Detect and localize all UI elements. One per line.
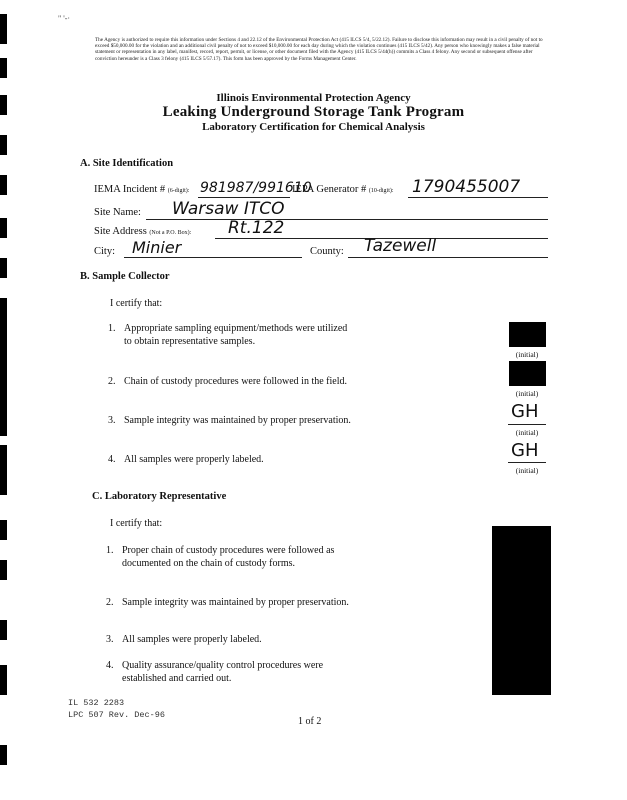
scan-edge-mark bbox=[0, 298, 7, 436]
program-title: Leaking Underground Storage Tank Program bbox=[162, 104, 465, 120]
form-code-2: LPC 507 Rev. Dec-96 bbox=[68, 710, 165, 720]
scan-edge-mark bbox=[0, 14, 7, 44]
city-label: City: bbox=[94, 246, 116, 257]
initial-label: (initial) bbox=[515, 389, 539, 398]
site-name-line bbox=[146, 219, 548, 220]
form-code-1: IL 532 2283 bbox=[68, 698, 125, 708]
initial-field-4[interactable]: GH bbox=[511, 440, 539, 461]
iepa-generator-field[interactable]: 1790455007 bbox=[412, 177, 521, 197]
iepa-field-line bbox=[408, 197, 548, 198]
initial-label: (initial) bbox=[515, 350, 539, 359]
scan-edge-mark bbox=[0, 58, 7, 78]
site-name-field[interactable]: Warsaw ITCO bbox=[172, 199, 285, 219]
list-item: 2. Chain of custody procedures were followed in the field. bbox=[108, 376, 347, 387]
city-line bbox=[124, 257, 302, 258]
county-label: County: bbox=[310, 246, 344, 257]
scan-edge-mark bbox=[0, 258, 7, 278]
redacted-initial-box bbox=[509, 322, 546, 347]
redacted-initials-block bbox=[492, 526, 551, 695]
initial-field-3[interactable]: GH bbox=[511, 401, 539, 422]
certification-title: Laboratory Certification for Chemical Analysis bbox=[202, 121, 425, 133]
scan-edge-mark bbox=[0, 445, 7, 495]
section-c-heading: C. Laboratory Representative bbox=[92, 491, 227, 502]
section-c-certify: I certify that: bbox=[110, 518, 163, 529]
initial-label: (initial) bbox=[515, 466, 539, 475]
initial-label: (initial) bbox=[515, 428, 539, 437]
scan-edge-mark bbox=[0, 218, 7, 238]
site-address-field[interactable]: Rt.122 bbox=[228, 218, 285, 238]
list-item: 1. Proper chain of custody procedures were followed as documented on the chain of custody forms. bbox=[106, 545, 335, 569]
page-number: 1 of 2 bbox=[298, 716, 322, 727]
scan-edge-mark bbox=[0, 665, 7, 695]
agency-name: Illinois Environmental Protection Agency bbox=[216, 92, 411, 104]
list-item: 4. All samples were properly labeled. bbox=[108, 454, 264, 465]
city-field[interactable]: Minier bbox=[132, 238, 182, 257]
scan-edge-mark bbox=[0, 520, 7, 540]
redacted-initial-box bbox=[509, 361, 546, 386]
initial-line bbox=[508, 462, 546, 463]
list-item: 1. Appropriate sampling equipment/methods were utilized to obtain representative samples. bbox=[108, 323, 348, 347]
site-address-label: Site Address (Not a P.O. Box): bbox=[94, 226, 192, 237]
scan-edge-mark bbox=[0, 745, 7, 765]
header-marks: " '-· bbox=[58, 14, 71, 23]
iepa-label: IEPA Generator # (10-digit): bbox=[292, 184, 394, 195]
iema-incident-field[interactable]: 981987/991610 bbox=[200, 180, 312, 196]
iema-field-line bbox=[198, 197, 290, 198]
scan-edge-mark bbox=[0, 560, 7, 580]
section-a-heading: A. Site Identification bbox=[80, 158, 174, 169]
scan-edge-mark bbox=[0, 175, 7, 195]
initial-line bbox=[508, 424, 546, 425]
county-field[interactable]: Tazewell bbox=[364, 236, 437, 256]
legal-notice: The Agency is authorized to require this information under Sections 4 and 22.12 of the Environmental Protection Act (415 ILCS 5/4, 5/22.12). Failure to disclose this information may result in a civil penalty of not to exceed $50,000.00 for the violation and an additional civil penalty of not to exceed $10,000.00 for each day during which the violation continues (415 ILCS 5/42). Any person who knowingly makes a false material statement or representation in any label, manifest, record, report, permit, or license, or other document filed with the Agency (415 ILCS 5/44(h)) commits a Class 4 felony. Any second or subsequent offense after conviction hereunder is a Class 3 felony (415 ILCS 5/57.17). This form has been approved by the Forms Management Center. bbox=[95, 37, 543, 62]
list-item: 2. Sample integrity was maintained by proper preservation. bbox=[106, 597, 349, 608]
list-item: 3. All samples were properly labeled. bbox=[106, 634, 262, 645]
county-line bbox=[348, 257, 548, 258]
list-item: 4. Quality assurance/quality control procedures were established and carried out. bbox=[106, 660, 324, 684]
site-name-label: Site Name: bbox=[94, 207, 141, 218]
scan-edge-mark bbox=[0, 620, 7, 640]
scan-edge-mark bbox=[0, 135, 7, 155]
section-b-certify: I certify that: bbox=[110, 298, 163, 309]
section-b-heading: B. Sample Collector bbox=[80, 271, 170, 282]
iema-label: IEMA Incident # (6-digit): bbox=[94, 184, 190, 195]
list-item: 3. Sample integrity was maintained by proper preservation. bbox=[108, 415, 351, 426]
